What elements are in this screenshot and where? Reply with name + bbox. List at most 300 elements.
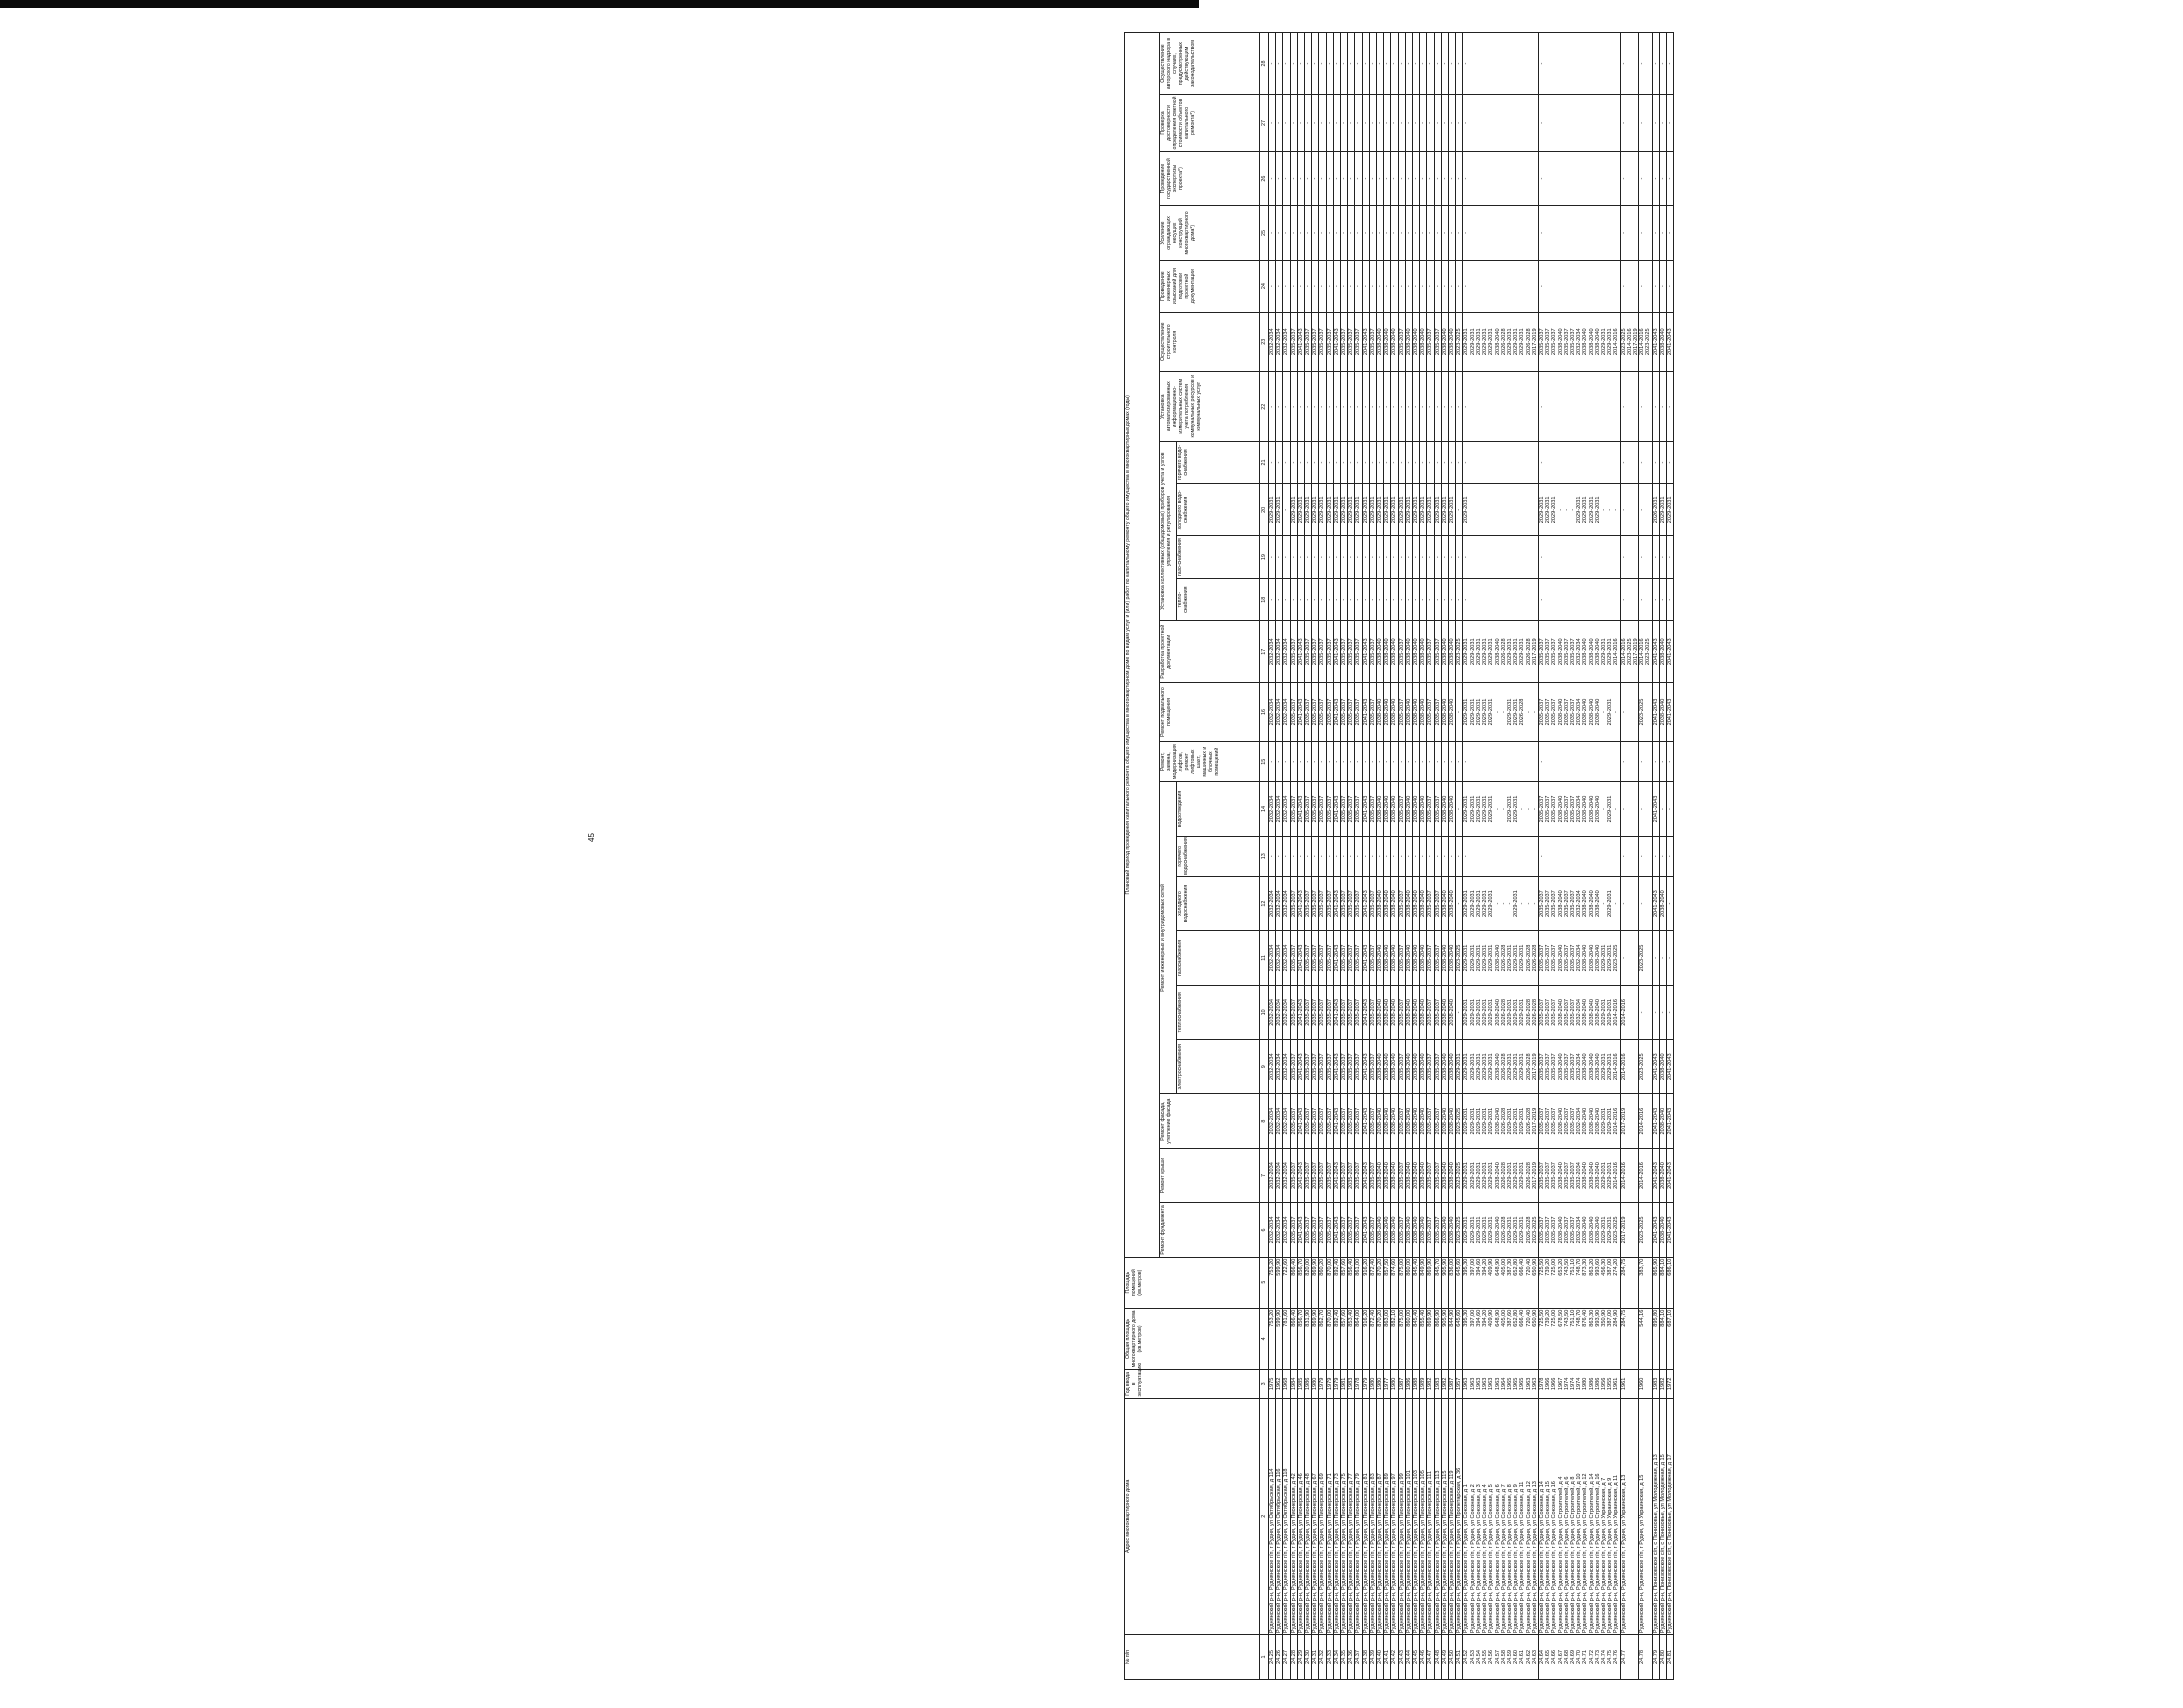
period-cell: 2029-2031 2029-2031 2029-2031 2029-2031 2029-2031 - - 2029-2031 2029-2031 2026-2028 - - (1463, 682, 1538, 741)
header-author-supervision: Осуществление авторского надзора в случаях, предусмотренных действующим законодательством (1160, 33, 1260, 95)
period-cell: - (1639, 742, 1652, 782)
period-cell: - (1659, 441, 1666, 484)
period-cell: 2035-2037 (1326, 1148, 1333, 1202)
period-cell: - (1441, 371, 1448, 441)
period-cell: - (1362, 578, 1369, 621)
period-cell: 2035-2037 (1290, 1040, 1297, 1094)
area-cell: 866,40 (1290, 1257, 1297, 1308)
period-cell: - (1362, 260, 1369, 312)
area-cell: 892,40 (1333, 1257, 1340, 1308)
period-cell: - (1652, 985, 1659, 1039)
period-cell: 2029-2031 (1326, 484, 1333, 536)
row-number-cell: 24.25 (1269, 1635, 1276, 1680)
period-cell: 2041-2043 (1297, 876, 1304, 930)
year-cell: 1989 (1420, 1370, 1427, 1398)
period-cell: 2029-2031 (1391, 484, 1398, 536)
period-cell: 2032-2034 (1276, 1040, 1283, 1094)
header-meter-hot: горячего водо-снабжения (1177, 441, 1260, 484)
period-cell: 2029-2031 2029-2031 2029-2031 2029-2031 2029-2031 2038-2040 2026-2028 2029-2031 2029-2031 2029-2031 2026-2028 2026-2028 (1463, 931, 1538, 985)
period-cell: 2041-2043 (1333, 876, 1340, 930)
area-cell: 383,70 (1639, 1257, 1652, 1308)
table-row (1666, 33, 1673, 1680)
row-number-cell: 24.34 (1333, 1635, 1340, 1680)
period-cell: - (1362, 536, 1369, 579)
period-cell: 2038-2040 (1391, 621, 1398, 683)
period-cell: 2041-2043 (1297, 312, 1304, 371)
period-cell: - (1319, 836, 1326, 876)
period-cell: 2041-2043 (1362, 931, 1369, 985)
period-cell: 2035-2037 (1326, 682, 1333, 741)
address-cell: Руднянский р-н, Руднянское г/п, г Рудня, ул Пионерская, д 69 (1319, 1398, 1326, 1635)
period-cell: - (1326, 836, 1333, 876)
period-cell: - (1312, 441, 1319, 484)
period-cell: 2038-2040 (1449, 621, 1456, 683)
column-number: 4 (1260, 1308, 1269, 1370)
period-cell: - (1441, 95, 1448, 152)
period-cell: 2014-2016 2023-2025 (1639, 621, 1652, 683)
period-cell: - (1456, 260, 1463, 312)
period-cell: 2017-2019 (1620, 1203, 1639, 1257)
address-cell: Руднянский р-н, Руднянское г/п, г Рудня, ул Пионерская, д 73 (1333, 1398, 1340, 1635)
period-cell: - (1269, 33, 1276, 95)
period-cell: - (1449, 578, 1456, 621)
period-cell: - (1456, 876, 1463, 930)
period-cell: 2035-2037 (1355, 876, 1362, 930)
area-cell: 645,60 (1456, 1257, 1463, 1308)
period-cell: 2041-2043 (1333, 682, 1340, 741)
period-cell: - (1456, 484, 1463, 536)
period-cell: 2041-2043 (1666, 1203, 1673, 1257)
period-cell: 2035-2037 (1434, 931, 1441, 985)
address-cell: Руднянский р-н, Руднянское г/п, г Рудня, ул Пионерская, д 81 (1362, 1398, 1369, 1635)
period-cell: - (1405, 260, 1412, 312)
period-cell: 2038-2040 (1413, 782, 1420, 836)
table-row (1391, 33, 1398, 1680)
period-cell: 2035-2037 (1326, 621, 1333, 683)
address-cell: Руднянский р-н, Руднянское г/п, г Рудня, ул Украинская, д 15 (1639, 1398, 1652, 1635)
year-cell: 1988 (1413, 1370, 1420, 1398)
column-number: 2 (1260, 1398, 1269, 1635)
period-cell: - (1659, 33, 1666, 95)
period-cell: 2041-2043 (1297, 782, 1304, 836)
period-cell: 2014-2016 (1620, 1040, 1639, 1094)
period-cell: - (1348, 836, 1355, 876)
period-cell: - (1666, 876, 1673, 930)
period-cell: 2038-2040 (1441, 682, 1448, 741)
period-cell: 2038-2040 (1659, 1148, 1666, 1202)
capital-repair-schedule-table (1124, 32, 1674, 1680)
period-cell: 2032-2034 (1283, 1148, 1290, 1202)
period-cell: 2038-2040 (1659, 682, 1666, 741)
period-cell: 2032-2034 (1283, 1040, 1290, 1094)
period-cell: - (1413, 260, 1420, 312)
period-cell: - (1355, 371, 1362, 441)
period-cell: - (1405, 33, 1412, 95)
period-cell: - (1305, 441, 1312, 484)
period-cell: 2023-2025 (1639, 1040, 1652, 1094)
period-cell: - (1362, 151, 1369, 205)
period-cell: - (1290, 151, 1297, 205)
period-cell: 2035-2037 (1348, 312, 1355, 371)
period-cell: 2038-2040 (1413, 1148, 1420, 1202)
column-number: 15 (1260, 742, 1269, 782)
period-cell: 2035-2037 (1305, 782, 1312, 836)
period-cell: 2038-2040 (1449, 782, 1456, 836)
row-number-cell: 24.52 24.53 24.54 24.55 24.56 24.57 24.58 24.59 24.60 24.61 24.62 24.63 (1463, 1635, 1538, 1680)
period-cell: - (1413, 371, 1420, 441)
period-cell: 2038-2040 (1391, 1148, 1398, 1202)
period-cell: 2029-2031 (1666, 484, 1673, 536)
period-cell: 2035-2037 (1326, 931, 1333, 985)
period-cell: - (1377, 836, 1384, 876)
period-cell: 2035-2037 (1427, 621, 1434, 683)
table-row (1333, 33, 1340, 1680)
period-cell: - (1666, 536, 1673, 579)
period-cell: - (1297, 742, 1304, 782)
period-cell: 2038-2040 (1391, 312, 1398, 371)
area-cell: 853,40 (1348, 1308, 1355, 1370)
period-cell: - (1456, 441, 1463, 484)
period-cell: - (1326, 578, 1333, 621)
period-cell: - (1620, 206, 1639, 260)
period-cell: 2014-2016 2023-2025 2017-2019 (1620, 621, 1639, 683)
area-cell: 860,00 (1405, 1257, 1412, 1308)
period-cell: 2041-2043 (1666, 1148, 1673, 1202)
period-cell: - (1639, 33, 1652, 95)
column-number: 6 (1260, 1203, 1269, 1257)
year-cell: 1983 (1652, 1370, 1659, 1398)
period-cell: - (1456, 742, 1463, 782)
period-cell: 2032-2034 (1276, 931, 1283, 985)
period-cell: - (1362, 95, 1369, 152)
period-cell: - (1413, 578, 1420, 621)
period-cell: 2029-2031 (1659, 484, 1666, 536)
period-cell: - (1398, 536, 1405, 579)
period-cell: - (1377, 536, 1384, 579)
column-number: 5 (1260, 1257, 1269, 1308)
row-number-cell: 24.81 (1666, 1635, 1673, 1680)
row-number-cell: 24.31 (1312, 1635, 1319, 1680)
period-cell: 2035-2037 (1290, 876, 1297, 930)
period-cell: 2038-2040 (1420, 1094, 1427, 1148)
period-cell: 2038-2040 (1449, 1148, 1456, 1202)
period-cell: 2032-2034 (1269, 985, 1276, 1039)
area-cell: 687,10 (1666, 1308, 1673, 1370)
area-cell: 686,10 (1666, 1257, 1673, 1308)
area-cell: 870,20 (1377, 1257, 1384, 1308)
period-cell: 2041-2043 (1297, 682, 1304, 741)
year-cell: 1961 (1620, 1370, 1639, 1398)
area-cell: 753,20 (1269, 1308, 1276, 1370)
period-cell: - (1434, 95, 1441, 152)
period-cell: 2038-2040 (1384, 931, 1391, 985)
row-number-cell: 24.26 (1276, 1635, 1283, 1680)
period-cell: 2035-2037 (1355, 1040, 1362, 1094)
period-cell: 2035-2037 (1355, 682, 1362, 741)
area-cell: 395,30 397,00 394,60 394,20 409,90 648,90 405,00 387,60 652,80 666,40 720,40 650,90 (1463, 1308, 1538, 1370)
period-cell: 2035-2037 (1312, 1148, 1319, 1202)
period-cell: - (1659, 371, 1666, 441)
column-number: 28 (1260, 33, 1269, 95)
period-cell: 2038-2040 (1391, 782, 1398, 836)
period-cell: - (1319, 742, 1326, 782)
period-cell: 2026-2031 (1652, 484, 1659, 536)
period-cell: - (1639, 985, 1652, 1039)
period-cell: 2038-2040 (1413, 931, 1420, 985)
header-no: № п/п (1125, 1635, 1260, 1680)
period-cell: - (1297, 836, 1304, 876)
period-cell: 2035-2037 (1427, 1094, 1434, 1148)
table-row (1369, 33, 1376, 1680)
row-number-cell: 24.40 (1377, 1635, 1384, 1680)
period-cell: 2038-2040 (1449, 876, 1456, 930)
period-cell: - (1384, 836, 1391, 876)
table-row (1449, 33, 1456, 1680)
period-cell: - (1427, 536, 1434, 579)
row-number-cell: 24.27 (1283, 1635, 1290, 1680)
period-cell: - (1319, 206, 1326, 260)
year-cell: 1982 (1427, 1370, 1434, 1398)
year-cell: 1979 (1333, 1370, 1340, 1398)
period-cell: - (1355, 95, 1362, 152)
area-cell: 856,40 (1348, 1257, 1355, 1308)
period-cell: 2041-2043 (1362, 312, 1369, 371)
period-cell: - (1297, 371, 1304, 441)
period-cell: 2038-2040 (1449, 682, 1456, 741)
period-cell: - (1449, 33, 1456, 95)
period-cell: 2041-2043 (1333, 1040, 1340, 1094)
period-cell: - (1326, 742, 1333, 782)
period-cell: 2032-2034 (1276, 621, 1283, 683)
period-cell: - (1639, 578, 1652, 621)
period-cell: - (1369, 206, 1376, 260)
period-cell: - (1369, 836, 1376, 876)
period-cell: 2038-2040 (1420, 1203, 1427, 1257)
period-cell: - (1441, 578, 1448, 621)
period-cell: - (1312, 742, 1319, 782)
header-engineering-survey: Проведение инженерных изысканий для подготовки проектной документации (1160, 260, 1260, 312)
period-cell: - (1639, 206, 1652, 260)
period-cell: 2038-2040 (1391, 682, 1398, 741)
period-cell: 2041-2043 (1362, 1148, 1369, 1202)
period-cell: - (1441, 33, 1448, 95)
header-elevator: Ремонт, замена, модернизация лифтов, ремонт лифтовых шахт, машинных и блочных помещений (1160, 742, 1260, 782)
column-number: 8 (1260, 1094, 1269, 1148)
period-cell: 2014-2016 2023-2025 (1639, 312, 1652, 371)
period-cell: - (1620, 151, 1639, 205)
header-plan-period: Плановый период проведения капитального ремонта общего имущества в многоквартирном доме по видам услуг и (или) работ по капитальному ремонту общего имущества в многоквартирных домах (годы) (1125, 33, 1160, 1258)
period-cell: - (1384, 742, 1391, 782)
period-cell: 2038-2040 (1420, 876, 1427, 930)
column-number: 3 (1260, 1370, 1269, 1398)
period-cell: 2035-2037 (1341, 876, 1348, 930)
period-cell: - (1405, 206, 1412, 260)
period-cell: - (1456, 33, 1463, 95)
period-cell: 2029-2031 2029-2031 2029-2031 2029-2031 2029-2031 2038-2040 2026-2028 2029-2031 2029-2031 2029-2031 2026-2028 2023-2025 (1463, 1203, 1538, 1257)
address-cell: Руднянский р-н, Руднянское г/п, г Рудня, ул Пролетарская, д 36 (1456, 1398, 1463, 1635)
period-cell: 2035-2037 (1369, 1148, 1376, 1202)
period-cell: 2035-2037 (1434, 682, 1441, 741)
period-cell: - (1441, 441, 1448, 484)
period-cell: - (1269, 371, 1276, 441)
period-cell: - (1398, 260, 1405, 312)
row-number-cell: 24.51 (1456, 1635, 1463, 1680)
row-number-cell: 24.47 (1427, 1635, 1434, 1680)
period-cell: - (1652, 95, 1659, 152)
area-cell: 884,10 (1659, 1308, 1666, 1370)
period-cell: - (1384, 151, 1391, 205)
period-cell: 2035-2037 2035-2037 2035-2037 2038-2040 2035-2037 2035-2037 2032-2034 2038-2040 2038-2040 2038-2040 - 2029-2031 - (1538, 682, 1620, 741)
period-cell: 2035-2037 (1369, 931, 1376, 985)
year-cell: 1987 (1449, 1370, 1456, 1398)
period-cell: 2035-2037 (1341, 931, 1348, 985)
row-number-cell: 24.32 (1319, 1635, 1326, 1680)
area-cell: 860,20 (1319, 1257, 1326, 1308)
period-cell: 2023-2025 (1639, 931, 1652, 985)
period-cell: - (1463, 95, 1538, 152)
period-cell: - (1420, 836, 1427, 876)
year-cell: 1962 (1276, 1370, 1283, 1398)
period-cell: 2038-2040 (1384, 1203, 1391, 1257)
period-cell: - (1659, 578, 1666, 621)
period-cell: 2035-2037 (1290, 682, 1297, 741)
period-cell: 2038-2040 (1659, 1203, 1666, 1257)
period-cell: 2014-2016 (1620, 985, 1639, 1039)
column-number: 19 (1260, 536, 1269, 579)
period-cell: - (1538, 33, 1620, 95)
area-cell: 856,70 (1297, 1257, 1304, 1308)
period-cell: 2035-2037 (1290, 931, 1297, 985)
period-cell: - (1348, 33, 1355, 95)
period-cell: 2032-2034 (1269, 621, 1276, 683)
area-cell: 284,75 (1620, 1308, 1639, 1370)
period-cell: 2035-2037 2035-2037 2035-2037 2038-2040 2035-2037 2035-2037 2032-2034 2038-2040 2038-2040 2038-2040 2029-2031 2029-2031 2023-2025 (1538, 931, 1620, 985)
period-cell: 2035-2037 (1427, 1203, 1434, 1257)
period-cell: 2029-2031 2029-2031 2029-2031 2029-2031 2029-2031 2038-2040 2026-2028 2029-2031 2029-2031 2029-2031 2026-2028 2017-2019 (1463, 1094, 1538, 1148)
period-cell: 2035-2037 (1319, 682, 1326, 741)
period-cell: 2035-2037 (1355, 985, 1362, 1039)
column-number: 26 (1260, 151, 1269, 205)
period-cell: 2038-2040 (1659, 621, 1666, 683)
table-row (1405, 33, 1412, 1680)
period-cell: - (1427, 371, 1434, 441)
period-cell: 2029-2031 (1413, 484, 1420, 536)
period-cell: 2038-2040 (1405, 985, 1412, 1039)
period-cell: - (1434, 371, 1441, 441)
header-gas: газоснабжения (1177, 931, 1260, 985)
period-cell: 2032-2034 (1283, 1203, 1290, 1257)
period-cell: 2038-2040 (1441, 985, 1448, 1039)
column-number: 13 (1260, 836, 1269, 876)
period-cell: 2032-2034 (1283, 782, 1290, 836)
period-cell: 2035-2037 (1348, 621, 1355, 683)
period-cell: - (1456, 836, 1463, 876)
period-cell: 2035-2037 (1398, 1040, 1405, 1094)
period-cell: - (1538, 206, 1620, 260)
period-cell: - (1312, 95, 1319, 152)
period-cell: - (1659, 206, 1666, 260)
period-cell: 2041-2043 (1362, 985, 1369, 1039)
period-cell: - (1666, 206, 1673, 260)
period-cell: - (1434, 260, 1441, 312)
period-cell: 2035-2037 (1434, 876, 1441, 930)
period-cell: - (1463, 260, 1538, 312)
row-number-cell: 24.44 (1405, 1635, 1412, 1680)
period-cell: 2035-2037 (1326, 782, 1333, 836)
period-cell: - (1341, 536, 1348, 579)
address-cell: Руднянский р-н, Руднянское г/п, г Рудня, ул Пионерская, д 77 (1348, 1398, 1355, 1635)
period-cell: - (1362, 742, 1369, 782)
period-cell: 2035-2037 (1355, 782, 1362, 836)
address-cell: Руднянский р-н, Руднянское г/п, г Рудня, ул Пионерская, д 48 (1305, 1398, 1312, 1635)
row-number-cell: 24.29 (1297, 1635, 1304, 1680)
period-cell: 2035-2037 (1312, 876, 1319, 930)
table-row (1659, 33, 1666, 1680)
period-cell: - (1420, 95, 1427, 152)
period-cell: 2038-2040 (1420, 312, 1427, 371)
period-cell: - (1391, 441, 1398, 484)
period-cell: 2035-2037 (1398, 782, 1405, 836)
period-cell: 2038-2040 (1391, 1203, 1398, 1257)
year-cell: 1972 (1666, 1370, 1673, 1398)
address-cell: Руднянский р-н, Руднянское г/п, г Рудня, ул Пионерская, д 75 (1341, 1398, 1348, 1635)
area-cell: 849,90 (1420, 1257, 1427, 1308)
column-number: 22 (1260, 371, 1269, 441)
period-cell: 2041-2043 (1362, 1040, 1369, 1094)
period-cell: 2035-2037 2035-2037 2035-2037 2038-2040 2035-2037 2035-2037 2032-2034 2038-2040 2038-2040 2038-2040 2029-2031 2029-2031 2014-2016 (1538, 1094, 1620, 1148)
row-number-cell: 24.49 (1441, 1635, 1448, 1680)
period-cell: 2035-2037 (1427, 1040, 1434, 1094)
period-cell: 2038-2040 (1441, 621, 1448, 683)
table-row (1538, 33, 1620, 1680)
period-cell: 2035-2037 (1434, 1094, 1441, 1148)
period-cell: - (1620, 931, 1639, 985)
period-cell: - (1620, 95, 1639, 152)
period-cell: - (1283, 484, 1290, 536)
period-cell: 2035-2037 (1355, 931, 1362, 985)
table-row (1290, 33, 1297, 1680)
column-number: 12 (1260, 876, 1269, 930)
area-cell: 845,70 (1434, 1257, 1441, 1308)
row-number-cell: 24.64 24.65 24.66 24.67 24.68 24.69 24.70 24.71 24.72 24.73 24.74 24.75 24.76 (1538, 1635, 1620, 1680)
period-cell: 2035-2037 (1348, 1148, 1355, 1202)
period-cell: - (1456, 578, 1463, 621)
period-cell: - (1377, 441, 1384, 484)
area-cell: 875,00 (1398, 1257, 1405, 1308)
year-cell: 1978 1966 1966 1967 1974 1974 1974 1980 1986 1986 1956 1955 1961 (1538, 1370, 1620, 1398)
period-cell: - (1369, 33, 1376, 95)
period-cell: 2035-2037 (1319, 1094, 1326, 1148)
period-cell: - (1434, 206, 1441, 260)
period-cell: 2041-2043 (1297, 1040, 1304, 1094)
area-cell: 892,40 (1333, 1308, 1340, 1370)
period-cell: - (1290, 33, 1297, 95)
period-cell: - (1369, 260, 1376, 312)
period-cell: - (1348, 578, 1355, 621)
table-row (1297, 33, 1304, 1680)
period-cell: 2032-2034 (1276, 1148, 1283, 1202)
period-cell: 2038-2040 (1384, 782, 1391, 836)
period-cell: 2035-2037 (1398, 931, 1405, 985)
column-number: 25 (1260, 206, 1269, 260)
table-row (1413, 33, 1420, 1680)
period-cell: - (1384, 441, 1391, 484)
address-cell: Руднянский р-н, Руднянское г/п, г Рудня, ул Пионерская, д 115 (1441, 1398, 1448, 1635)
period-cell: 2038-2040 (1413, 1040, 1420, 1094)
period-cell: 2035-2037 (1434, 621, 1441, 683)
period-cell: 2029-2031 (1312, 484, 1319, 536)
period-cell: 2029-2031 (1269, 484, 1276, 536)
